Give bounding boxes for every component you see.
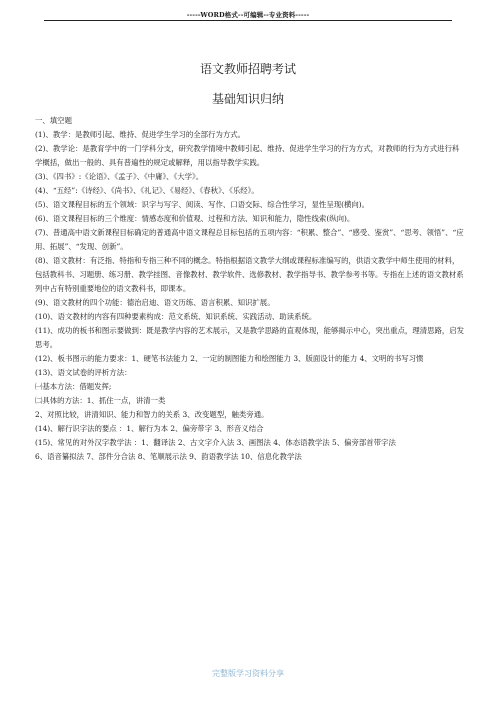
- section-heading: 一、填空题: [35, 116, 72, 125]
- paragraph: (7)、普通高中语文新课程目标确定的普通高中语文课程总目标包括的五项内容：“积累、整合”、“感受、鉴赏”、“思考、领悟”、“应用、拓展”、“发现、创新”。: [35, 228, 464, 251]
- paragraph: (6)、语文课程目标的三个维度：情感态度和价值观、过程和方法、知识和能力，隐性线索(纵向)。: [35, 214, 355, 223]
- paragraph: 2、对照比较，讲清知识、能力和智力的关系 3、改变题型，触类旁通。: [35, 410, 269, 419]
- paragraph: ㈡具体的方法：1、抓住一点，讲清一类: [35, 396, 166, 405]
- paragraph: (2)、教学论：是教育学中的一门学科分支，研究教学情境中教师引起、维持、促进学生学习的行为方式，对教师的行为方式进行科学概括，做出一般的、具有普遍性的规定或解释，用以指导教学实践。: [35, 144, 460, 167]
- paragraph: (3)、《四书》:《论语》、《孟子》、《中庸》、《大学》。: [35, 172, 204, 181]
- document-subtitle: 基础知识归纳: [211, 92, 284, 106]
- paragraph: (5)、语文课程目标的五个领域：识字与写字、阅读、写作、口语交际、综合性学习，显性呈现(横向)。: [35, 200, 370, 209]
- paragraph: (12)、板书图示的能力要求：1、硬笔书法能力 2、一定的制图能力和绘图能力 3、版面设计的能力 4、文明的书写习惯: [35, 354, 424, 363]
- paragraph: (10)、语文教材的内容有四种要素构成：范文系统、知识系统、实践活动、助读系统。: [35, 312, 317, 321]
- paragraph: (11)、成功的板书和图示要做到：既是教学内容的艺术展示，又是教学思路的直观体现，能够揭示中心，突出重点，理清思路，启发思考。: [35, 326, 465, 349]
- paragraph: (1)、教学：是教师引起、维持、促进学生学习的全部行为方式。: [35, 130, 246, 139]
- paragraph: (15)、常见的对外汉字教学法 ：1、翻译法 2、古文字介入法 3、画图法 4、体态语教学法 5、偏旁部首带字法: [35, 438, 396, 447]
- page-header: [0, 0, 496, 20]
- paragraph: (13)、语文试卷的评析方法：: [35, 368, 132, 377]
- document-body: [35, 114, 465, 464]
- header-text: -----WORD格式--可编辑--专业资料-----: [186, 11, 310, 19]
- document-title: 语文教师招聘考试: [199, 62, 296, 76]
- paragraph: 6、语音纂拟法 7、部件分合法 8、笔顺展示法 9、韵语教学法 10、信息化教学法: [35, 452, 302, 461]
- paragraph: (14)、解行识字法的要点 ：1、解行为本 2、偏旁带字 3、形音义结合: [35, 424, 264, 433]
- paragraph: (8)、语文教材：有泛指、特指和专指三种不同的概念。特指根据语文教学大纲或课程标准编写的，供语文教学中师生使用的材料，包括教科书、习题册、练习册、教学挂图、音像教材、教学软件、选修教材、教学指导书、教学参考书等。专指在上述的语文教材系列中占有特别重要地位的语文教科书，即课本。: [35, 256, 464, 293]
- header-divider: [44, 20, 452, 21]
- paragraph: (9)、语文教材的四个功能：德治启迪、语文历练、语言积累、知识扩展。: [35, 298, 275, 307]
- footer-text: 完整版学习资料分享: [212, 669, 284, 678]
- paragraph: ㈠基本方法：借题发挥;: [35, 382, 112, 391]
- paragraph: (4)、“五经”:《诗经》、《尚书》、《礼记》、《易经》、《春秋》、《乐经》。: [35, 186, 259, 195]
